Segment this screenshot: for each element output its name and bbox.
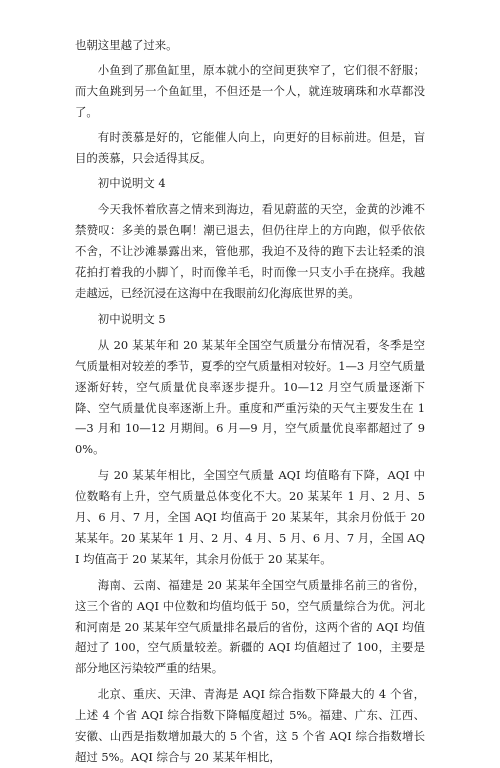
paragraph-envy: 有时羡慕是好的，它能催人向上，向更好的目标前进。但是，盲目的羡慕，只会适得其反。 (75, 129, 425, 165)
paragraph-air-quality-comparison: 与 20 某某年相比，全国空气质量 AQI 均值略有下降，AQI 中位数略有上升，空气质量总体变化不大。20 某某年 1 月、2 月、5 月、6 月、7 月，全国 AQI 均值高于 20 某某年，其余月份低于 20 某某年。20 某某年 1 月、2 月、4 月、5 月、6 月、7 月，全国 AQI 均值高于 20 某某年，其余月份低于 20 某某年。 (75, 468, 425, 566)
paragraph-seaside: 今天我怀着欣喜之情来到海边，看见蔚蓝的天空，金黄的沙滩不禁赞叹：多美的景色啊！潮已退去，但仍往岸上的方向跑，似乎依依不舍，不让沙滩暴露出来，管他那，我迫不及待的跑下去让轻柔的浪花拍打着我的小脚丫，时而像羊毛，时而像一只支小手在挠痒。我越走越远，已经沉浸在这海中在我眼前幻化海底世界的美。 (75, 202, 425, 300)
paragraph-continuation: 也朝这里越了过来。 (75, 38, 178, 52)
paragraph-province-ranking: 海南、云南、福建是 20 某某年全国空气质量排名前三的省份，这三个省的 AQI 中位数和均值均低于 50，空气质量综合为优。河北和河南是 20 某某年空气质量排名最后的省份，这两个省的 AQI 均值超过了 100，空气质量较差。新疆的 AQI 均值超过了 100，主要是部分地区污染较严重的结果。 (75, 577, 425, 676)
paragraph-aqi-index-change: 北京、重庆、天津、青海是 AQI 综合指数下降最大的 4 个省，上述 4 个省 AQI 综合指数下降幅度超过 5%。福建、广东、江西、安徽、山西是指数增加最大的 5 个省，这 5 个省 AQI 综合指数增长超过 5%。AQI 综合与 20 某某年相比， (75, 687, 425, 764)
paragraph-air-quality-seasonal: 从 20 某某年和 20 某某年全国空气质量分布情况看，冬季是空气质量相对较差的季节，夏季的空气质量相对较好。1—3 月空气质量逐渐好转，空气质量优良率逐步提升。10—12 月空气质量逐渐下降、空气质量优良率逐渐上升。重度和严重污染的天气主要发生在 1—3 月和 10—12 月期间。6 月—9 月，空气质量优良率都超过了 90%。 (75, 337, 425, 457)
section-heading-5: 初中说明文 5 (97, 311, 166, 326)
section-heading-4: 初中说明文 4 (97, 176, 166, 191)
paragraph-fish-tank: 小鱼到了那鱼缸里，原本就小的空间更狭窄了，它们很不舒服；而大鱼跳到另一个鱼缸里，不但还是一个人，就连玻璃珠和水草都没了。 (75, 62, 425, 119)
document-body (75, 35, 425, 768)
